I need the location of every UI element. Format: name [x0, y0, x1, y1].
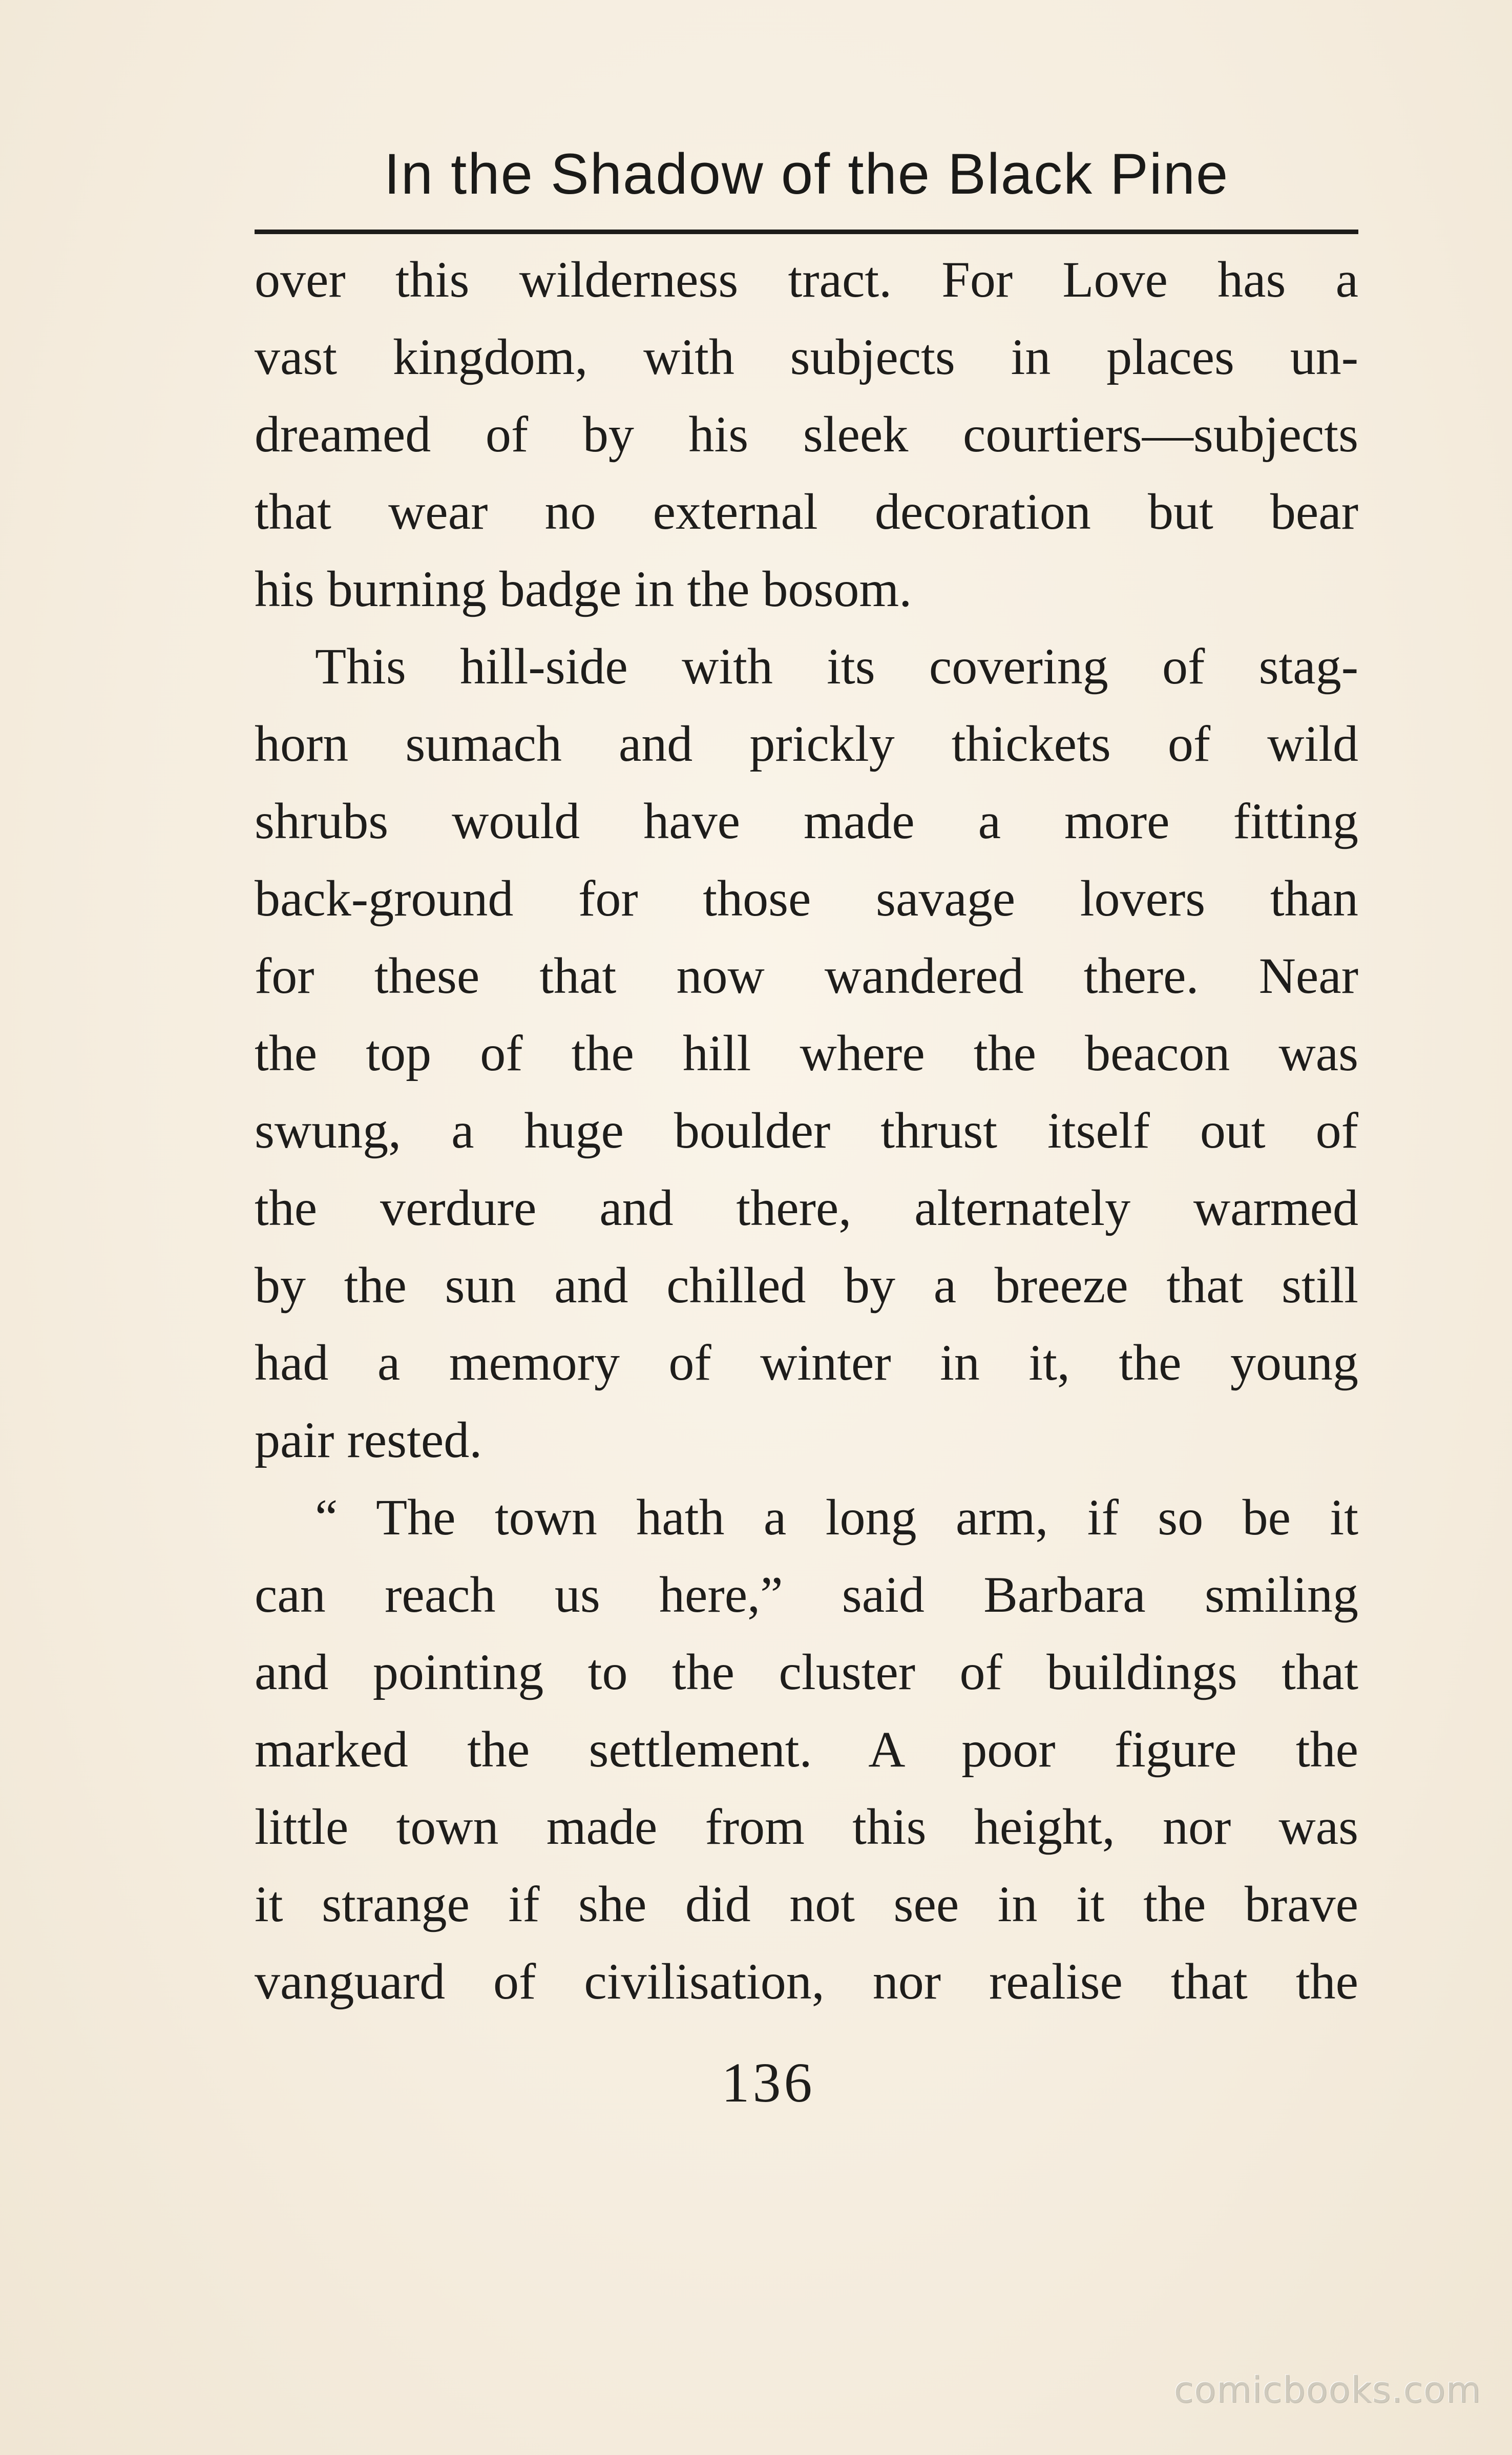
watermark: comicbooks.com	[1173, 2369, 1481, 2411]
text-line	[255, 473, 1358, 550]
text-line	[255, 628, 1358, 705]
text-line-content: back-ground for those savage lovers than	[255, 870, 1358, 927]
text-line-content: the top of the hill where the beacon was	[255, 1025, 1358, 1081]
text-line-content: for these that now wandered there. Near	[255, 947, 1358, 1004]
text-line	[255, 1556, 1358, 1633]
text-line-content: swung, a huge boulder thrust itself out of	[255, 1102, 1358, 1159]
text-line	[255, 937, 1358, 1014]
text-line-content: over this wilderness tract. For Love has a	[255, 251, 1358, 308]
text-line	[255, 1246, 1358, 1324]
text-line-content: shrubs would have made a more fitting	[255, 793, 1358, 849]
running-header-title: In the Shadow of the Black Pine	[384, 142, 1229, 206]
text-line	[255, 1711, 1358, 1788]
text-line	[255, 1788, 1358, 1865]
text-line-content: that wear no external decoration but bear	[255, 483, 1358, 540]
text-line	[255, 1092, 1358, 1169]
text-line	[255, 1943, 1358, 2020]
text-line-content: horn sumach and prickly thickets of wild	[255, 715, 1358, 772]
text-line	[255, 318, 1358, 396]
text-line	[255, 860, 1358, 937]
text-line-content: his burning badge in the bosom.	[255, 560, 912, 617]
text-line	[255, 1324, 1358, 1401]
body-text	[255, 241, 1358, 2020]
text-line-content: vast kingdom, with subjects in places un-	[255, 328, 1358, 385]
text-line	[255, 782, 1358, 860]
text-line-content: marked the settlement. A poor figure the	[255, 1721, 1358, 1778]
text-line-content: can reach us here,” said Barbara smiling	[255, 1566, 1358, 1623]
text-line	[255, 550, 1358, 628]
text-line	[255, 1479, 1358, 1556]
text-line-content: pair rested.	[255, 1411, 482, 1468]
text-line	[255, 1401, 1358, 1479]
text-line-content: This hill-side with its covering of stag-	[315, 638, 1358, 695]
text-line-content: had a memory of winter in it, the young	[255, 1334, 1358, 1391]
text-line-content: it strange if she did not see in it the brave	[255, 1876, 1358, 1932]
text-line	[255, 1865, 1358, 1943]
page-number: 136	[721, 2051, 815, 2114]
text-line	[255, 705, 1358, 782]
text-line-content: by the sun and chilled by a breeze that still	[255, 1257, 1358, 1314]
text-line-content: “ The town hath a long arm, if so be it	[315, 1489, 1358, 1546]
text-line	[255, 1014, 1358, 1092]
text-line	[255, 241, 1358, 318]
text-line-content: vanguard of civilisation, nor realise that the	[255, 1953, 1358, 2010]
text-line-content: the verdure and there, alternately warmed	[255, 1179, 1358, 1236]
text-line	[255, 1633, 1358, 1711]
text-line-content: dreamed of by his sleek courtiers—subjects	[255, 406, 1358, 463]
text-line	[255, 396, 1358, 473]
text-line-content: little town made from this height, nor was	[255, 1798, 1358, 1855]
text-line	[255, 1169, 1358, 1246]
text-line-content: and pointing to the cluster of buildings that	[255, 1643, 1358, 1700]
running-header	[255, 133, 1358, 220]
header-rule	[255, 230, 1358, 234]
